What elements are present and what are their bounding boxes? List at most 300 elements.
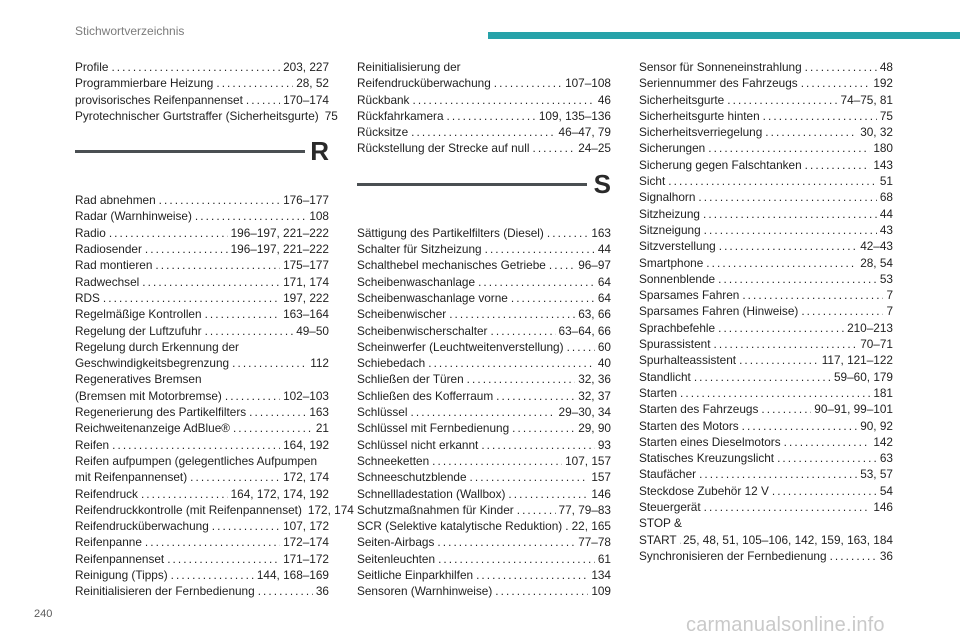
index-entry[interactable] bbox=[75, 108, 338, 124]
index-entry-term: Regenerierung des Partikelfilters bbox=[75, 405, 247, 420]
index-entry-term: Standlicht bbox=[639, 369, 691, 384]
index-entry-term-line: Reifen aufpumpen (gelegentliches Aufpumpen bbox=[75, 453, 318, 468]
index-entry-pages[interactable]: 146 bbox=[873, 500, 893, 515]
index-entry[interactable] bbox=[75, 551, 329, 567]
dot-leader bbox=[784, 434, 871, 450]
dot-leader bbox=[155, 257, 280, 273]
index-entry-pages[interactable]: 44 bbox=[879, 206, 893, 221]
index-entry[interactable] bbox=[357, 437, 611, 453]
index-entry-term: Regelung der Luftzufuhr bbox=[75, 323, 202, 338]
index-entry-pages[interactable]: 163–164 bbox=[283, 307, 329, 322]
index-entry-term: Sicherheitsverriegelung bbox=[639, 125, 763, 140]
index-entry-pages[interactable]: 109, 135–136 bbox=[538, 108, 611, 123]
index-entry-pages[interactable]: 196–197, 221–222 bbox=[230, 242, 329, 257]
index-entry-term: Reifen bbox=[75, 437, 110, 452]
index-entry-term: Schneeketten bbox=[357, 453, 430, 468]
index-entry[interactable] bbox=[357, 306, 611, 322]
index-entry-pages[interactable]: 175–177 bbox=[283, 258, 329, 273]
index-entry-pages[interactable]: 181 bbox=[873, 385, 893, 400]
index-entry-pages[interactable]: 171, 174 bbox=[283, 274, 329, 289]
index-entry[interactable] bbox=[639, 157, 893, 173]
index-entry-term: Sonnenblende bbox=[639, 271, 716, 286]
index-entry-term: Schnellladestation (Wallbox) bbox=[357, 486, 506, 501]
index-entry[interactable] bbox=[357, 583, 611, 599]
index-entry-term: Scheibenwaschanlage vorne bbox=[357, 290, 508, 305]
dot-leader bbox=[470, 469, 589, 485]
index-entry-term: Reifenpanne bbox=[75, 535, 142, 550]
index-entry-term: Schlüssel mit Fernbedienung bbox=[357, 421, 510, 436]
dot-leader bbox=[739, 352, 819, 368]
index-entry-term: Radar (Warnhinweise) bbox=[75, 209, 192, 224]
index-entry[interactable] bbox=[75, 241, 329, 257]
index-entry-term: Rückbank bbox=[357, 92, 410, 107]
index-entry-pages[interactable]: 24–25 bbox=[578, 141, 611, 156]
dot-leader bbox=[476, 567, 588, 583]
dot-leader bbox=[145, 534, 280, 550]
dot-leader bbox=[491, 323, 556, 339]
index-entry[interactable] bbox=[75, 59, 329, 75]
index-entry-term-line: Regelung durch Erkennung der bbox=[75, 339, 239, 354]
dot-leader bbox=[830, 548, 877, 564]
index-entry-pages[interactable]: 164, 172, 174, 192 bbox=[230, 486, 329, 501]
index-entry-pages[interactable]: 172, 174 bbox=[307, 502, 354, 517]
dot-leader bbox=[742, 287, 883, 303]
index-entry-term: Schneeschutzblende bbox=[357, 470, 467, 485]
index-entry-pages[interactable]: 53, 57 bbox=[860, 467, 893, 482]
dot-leader bbox=[805, 59, 877, 75]
index-entry-pages[interactable]: 63–64, 66 bbox=[558, 323, 611, 338]
dot-leader bbox=[205, 323, 294, 339]
index-entry-pages[interactable]: 42–43 bbox=[860, 239, 893, 254]
index-entry[interactable] bbox=[639, 92, 893, 108]
dot-leader bbox=[713, 336, 857, 352]
dot-leader bbox=[437, 534, 575, 550]
index-column-2 bbox=[357, 59, 611, 600]
index-entry-pages[interactable]: 146 bbox=[591, 486, 611, 501]
index-entry[interactable] bbox=[357, 108, 611, 124]
index-entry-pages[interactable]: 21 bbox=[315, 421, 329, 436]
dot-leader bbox=[801, 75, 871, 91]
index-entry-pages[interactable]: 48 bbox=[879, 60, 893, 74]
index-entry-term: Radiosender bbox=[75, 242, 142, 257]
index-entry-pages[interactable]: 192 bbox=[873, 76, 893, 91]
index-entry-term: Starten des Fahrzeugs bbox=[639, 402, 759, 417]
dot-leader bbox=[428, 355, 595, 371]
index-entry[interactable] bbox=[357, 486, 611, 502]
index-entry[interactable] bbox=[75, 518, 329, 534]
index-entry-pages[interactable]: 75 bbox=[879, 108, 893, 123]
index-entry-pages[interactable]: 61 bbox=[597, 551, 611, 566]
index-entry-term: Signalhorn bbox=[639, 190, 696, 205]
header-accent-bar bbox=[488, 32, 960, 39]
index-entry-pages[interactable]: 28, 52 bbox=[296, 76, 329, 91]
index-entry[interactable] bbox=[75, 486, 329, 502]
dot-leader bbox=[142, 274, 280, 290]
index-entry-term: Radwechsel bbox=[75, 274, 140, 289]
dot-leader bbox=[205, 306, 281, 322]
index-entry[interactable] bbox=[639, 320, 893, 336]
index-entry[interactable] bbox=[75, 583, 329, 599]
dot-leader bbox=[495, 583, 588, 599]
dot-leader bbox=[467, 371, 576, 387]
index-entry[interactable] bbox=[357, 355, 611, 371]
index-entry[interactable] bbox=[639, 418, 893, 434]
index-entry-term: Pyrotechnischer Gurtstraffer (Sicherheitsgurte) bbox=[75, 108, 319, 123]
index-entry-term: Spurassistent bbox=[639, 337, 711, 352]
index-entry[interactable] bbox=[75, 92, 329, 108]
index-entry[interactable] bbox=[639, 466, 893, 482]
index-entry-term: Schutzmaßnahmen für Kinder bbox=[357, 502, 514, 517]
index-entry-pages[interactable]: 107–108 bbox=[565, 76, 611, 91]
index-entry-pages[interactable]: 197, 222 bbox=[283, 290, 329, 305]
section-rule bbox=[75, 150, 305, 153]
index-entry-pages[interactable]: 25, 48, 51, 105–106, 142, 159, 163, 184 bbox=[683, 532, 893, 547]
index-entry[interactable] bbox=[357, 92, 611, 108]
dot-leader bbox=[547, 225, 588, 241]
index-entry[interactable] bbox=[639, 255, 893, 271]
index-entry[interactable] bbox=[357, 420, 611, 436]
index-entry-pages[interactable]: 172, 174 bbox=[283, 470, 329, 485]
index-entry[interactable] bbox=[357, 140, 611, 156]
index-entry-term: Schiebedach bbox=[357, 356, 426, 371]
index-entry[interactable] bbox=[75, 257, 329, 273]
index-entry[interactable] bbox=[75, 534, 329, 550]
index-entry[interactable] bbox=[75, 225, 329, 241]
index-entry-pages[interactable]: 96–97 bbox=[578, 258, 611, 273]
index-entry-pages[interactable]: 30, 32 bbox=[860, 125, 893, 140]
index-entry[interactable] bbox=[357, 371, 611, 387]
index-entry-term: Reinigung (Tipps) bbox=[75, 568, 168, 583]
index-entry-term: Sprachbefehle bbox=[639, 320, 716, 335]
index-entry-term: Starten des Motors bbox=[639, 418, 739, 433]
index-entry-pages[interactable]: 7 bbox=[886, 304, 893, 319]
index-entry[interactable] bbox=[639, 173, 893, 189]
index-entry[interactable] bbox=[75, 306, 329, 322]
index-entry[interactable] bbox=[75, 323, 329, 339]
index-entry-term: Sensor für Sonneneinstrahlung bbox=[639, 60, 802, 74]
dot-leader bbox=[742, 418, 858, 434]
index-entry-pages[interactable]: 172–174 bbox=[283, 535, 329, 550]
index-entry-pages[interactable]: 163 bbox=[591, 225, 611, 240]
index-entry-pages[interactable]: 63 bbox=[879, 451, 893, 466]
index-entry-pages[interactable]: 63, 66 bbox=[578, 307, 611, 322]
dot-leader bbox=[512, 420, 575, 436]
dot-leader bbox=[668, 173, 877, 189]
index-entry-pages[interactable]: 22, 165 bbox=[571, 519, 611, 534]
index-entry-pages[interactable]: 68 bbox=[879, 190, 893, 205]
dot-leader bbox=[481, 437, 595, 453]
index-entry[interactable] bbox=[357, 469, 611, 485]
dot-leader bbox=[411, 404, 556, 420]
index-entry-pages[interactable]: 90–91, 99–101 bbox=[814, 402, 893, 417]
index-entry-term: Rücksitze bbox=[357, 125, 409, 140]
index-entry-pages[interactable]: 53 bbox=[879, 271, 893, 286]
index-entry-pages[interactable]: 60 bbox=[597, 339, 611, 354]
index-entry[interactable] bbox=[639, 303, 893, 319]
index-entry[interactable] bbox=[357, 59, 611, 92]
section-rule bbox=[357, 183, 587, 186]
index-entry[interactable] bbox=[357, 274, 611, 290]
index-entry[interactable] bbox=[75, 192, 329, 208]
dot-leader bbox=[438, 551, 595, 567]
index-entry-pages[interactable]: 171–172 bbox=[283, 551, 329, 566]
dot-leader bbox=[109, 225, 228, 241]
index-entry-pages[interactable]: 46 bbox=[597, 92, 611, 107]
index-entry-term: Radio bbox=[75, 225, 106, 240]
dot-leader bbox=[704, 222, 877, 238]
index-entry[interactable] bbox=[639, 222, 893, 238]
index-entry-pages[interactable]: 64 bbox=[597, 274, 611, 289]
index-entry[interactable] bbox=[357, 225, 611, 241]
index-entry-pages[interactable]: 29, 90 bbox=[578, 421, 611, 436]
index-entry-term: Schließen der Türen bbox=[357, 372, 464, 387]
index-entry[interactable] bbox=[75, 502, 354, 518]
dot-leader bbox=[761, 401, 811, 417]
dot-leader bbox=[772, 483, 877, 499]
index-entry-pages[interactable]: 75 bbox=[324, 108, 338, 123]
dot-leader bbox=[708, 140, 870, 156]
index-entry[interactable] bbox=[639, 450, 893, 466]
index-entry-term: Schließen des Kofferraum bbox=[357, 388, 494, 403]
index-entry-pages[interactable]: 180 bbox=[873, 141, 893, 156]
index-entry[interactable] bbox=[639, 238, 893, 254]
index-entry-term: Reinitialisieren der Fernbedienung bbox=[75, 584, 255, 599]
dot-leader bbox=[195, 208, 306, 224]
index-entry-pages[interactable]: 102–103 bbox=[283, 388, 329, 403]
dot-leader bbox=[718, 320, 844, 336]
dot-leader bbox=[680, 385, 870, 401]
dot-leader bbox=[704, 499, 871, 515]
index-entry-pages[interactable]: 44 bbox=[597, 242, 611, 257]
dot-leader bbox=[801, 303, 883, 319]
index-entry[interactable] bbox=[639, 206, 893, 222]
index-entry-term: Reifendrucküberwachung bbox=[75, 519, 209, 534]
index-entry[interactable] bbox=[75, 453, 329, 486]
index-entry[interactable] bbox=[639, 548, 893, 564]
index-entry-pages[interactable]: 7 bbox=[886, 288, 893, 303]
index-entry-pages[interactable]: 203, 227 bbox=[283, 60, 329, 74]
index-entry-pages[interactable]: 77, 79–83 bbox=[558, 502, 611, 517]
index-entry[interactable] bbox=[75, 208, 329, 224]
index-column-1 bbox=[75, 59, 354, 600]
index-entry-pages[interactable]: 29–30, 34 bbox=[558, 405, 611, 420]
index-entry-term: Reichweitenanzeige AdBlue® bbox=[75, 421, 230, 436]
index-entry[interactable] bbox=[75, 339, 329, 372]
index-entry[interactable] bbox=[357, 290, 611, 306]
page-number: 240 bbox=[34, 608, 53, 620]
dot-leader bbox=[777, 450, 877, 466]
dot-leader bbox=[494, 75, 562, 91]
index-entry-pages[interactable]: 134 bbox=[591, 568, 611, 583]
index-entry-term: Schlüssel bbox=[357, 405, 408, 420]
index-entry-pages[interactable]: 164, 192 bbox=[283, 437, 329, 452]
index-entry[interactable] bbox=[357, 404, 611, 420]
index-entry[interactable] bbox=[357, 551, 611, 567]
index-entry[interactable] bbox=[357, 124, 611, 140]
index-entry-term: Sicherheitsgurte hinten bbox=[639, 108, 760, 123]
dot-leader bbox=[496, 388, 575, 404]
index-entry[interactable] bbox=[357, 453, 611, 469]
index-entry-term: RDS bbox=[75, 290, 100, 305]
index-entry-term: Profile bbox=[75, 60, 109, 74]
index-entry[interactable] bbox=[75, 371, 329, 404]
index-entry-pages[interactable]: 46–47, 79 bbox=[558, 125, 611, 140]
index-entry-pages[interactable]: 144, 168–169 bbox=[256, 568, 329, 583]
index-entry-pages[interactable]: 51 bbox=[879, 174, 893, 189]
dot-leader bbox=[706, 255, 857, 271]
index-entry[interactable] bbox=[639, 369, 893, 385]
index-entry-term: Smartphone bbox=[639, 255, 704, 270]
index-entry[interactable] bbox=[75, 437, 329, 453]
watermark: carmanualsonline.info bbox=[686, 614, 885, 636]
index-entry-term: Schalter für Sitzheizung bbox=[357, 242, 482, 257]
index-entry[interactable] bbox=[357, 323, 611, 339]
index-entry[interactable] bbox=[75, 75, 329, 91]
index-entry-term: (Bremsen mit Motorbremse) bbox=[75, 388, 222, 403]
index-entry[interactable] bbox=[639, 483, 893, 499]
index-entry[interactable] bbox=[357, 339, 611, 355]
dot-leader bbox=[763, 108, 877, 124]
index-entry-pages[interactable]: 107, 172 bbox=[283, 519, 329, 534]
dot-leader bbox=[159, 192, 280, 208]
index-entry-pages[interactable]: 43 bbox=[879, 222, 893, 237]
index-entry-pages[interactable]: 142 bbox=[873, 434, 893, 449]
index-entry-pages[interactable]: 170–174 bbox=[283, 92, 329, 107]
index-entry[interactable] bbox=[639, 515, 893, 548]
header-title: Stichwortverzeichnis bbox=[75, 24, 185, 38]
index-entry[interactable] bbox=[639, 108, 893, 124]
index-entry-term: Sättigung des Partikelfilters (Diesel) bbox=[357, 225, 544, 240]
index-entry[interactable] bbox=[75, 404, 329, 420]
index-entry-pages[interactable]: 40 bbox=[597, 356, 611, 371]
dot-leader bbox=[232, 355, 307, 371]
index-entry-pages[interactable]: 210–213 bbox=[847, 320, 893, 335]
index-entry-term: Scheibenwaschanlage bbox=[357, 274, 476, 289]
index-entry-term: Reifendruck bbox=[75, 486, 138, 501]
index-entry[interactable] bbox=[639, 124, 893, 140]
dot-leader bbox=[508, 486, 588, 502]
index-entry-term: Seriennummer des Fahrzeugs bbox=[639, 76, 798, 91]
index-entry[interactable] bbox=[639, 434, 893, 450]
index-entry-term: Scheibenwischerschalter bbox=[357, 323, 488, 338]
index-entry-term: Sitzheizung bbox=[639, 206, 700, 221]
index-entry[interactable] bbox=[639, 75, 893, 91]
dot-leader bbox=[141, 486, 228, 502]
index-entry[interactable] bbox=[639, 189, 893, 205]
dot-leader bbox=[565, 518, 568, 534]
section-letter: S bbox=[593, 168, 611, 199]
dot-leader bbox=[478, 274, 595, 290]
index-entry-pages[interactable]: 36 bbox=[879, 548, 893, 563]
index-entry-pages[interactable]: 32, 37 bbox=[578, 388, 611, 403]
dot-leader bbox=[805, 157, 871, 173]
index-entry-pages[interactable]: 163 bbox=[309, 405, 329, 420]
index-column-3 bbox=[639, 59, 893, 564]
index-entry-term: Sensoren (Warnhinweise) bbox=[357, 584, 493, 599]
index-entry-term: Reifendrucküberwachung bbox=[357, 76, 491, 91]
index-entry-pages[interactable]: 49–50 bbox=[296, 323, 329, 338]
index-entry[interactable] bbox=[639, 499, 893, 515]
index-entry-term: Spurhalteassistent bbox=[639, 353, 737, 368]
index-entry[interactable] bbox=[75, 567, 329, 583]
index-entry[interactable] bbox=[639, 352, 893, 368]
index-entry[interactable] bbox=[357, 567, 611, 583]
index-entry[interactable] bbox=[75, 420, 329, 436]
index-entry-term: Schalthebel mechanisches Getriebe bbox=[357, 258, 546, 273]
index-entry-term: Sicherheitsgurte bbox=[639, 92, 725, 107]
index-entry-term: Schlüssel nicht erkannt bbox=[357, 437, 479, 452]
dot-leader bbox=[449, 306, 575, 322]
index-entry-pages[interactable]: 74–75, 81 bbox=[840, 92, 893, 107]
dot-leader bbox=[447, 108, 536, 124]
index-entry-pages[interactable]: 90, 92 bbox=[860, 418, 893, 433]
index-entry[interactable] bbox=[357, 241, 611, 257]
index-entry[interactable] bbox=[639, 336, 893, 352]
index-entry-term-line: Regeneratives Bremsen bbox=[75, 372, 202, 387]
index-entry-term: Starten bbox=[639, 385, 678, 400]
dot-leader bbox=[567, 339, 595, 355]
index-entry-term: Geschwindigkeitsbegrenzung bbox=[75, 356, 230, 371]
index-entry-term: provisorisches Reifenpannenset bbox=[75, 92, 243, 107]
dot-leader bbox=[718, 271, 877, 287]
index-entry-term-line: STOP & bbox=[639, 516, 682, 531]
dot-leader bbox=[411, 124, 555, 140]
index-entry-pages[interactable]: 109 bbox=[591, 584, 611, 599]
index-entry[interactable] bbox=[639, 59, 893, 75]
index-entry[interactable] bbox=[639, 385, 893, 401]
index-entry-term: Sitzverstellung bbox=[639, 239, 716, 254]
index-entry-pages[interactable]: 32, 36 bbox=[578, 372, 611, 387]
index-entry-pages[interactable]: 77–78 bbox=[578, 535, 611, 550]
index-entry-pages[interactable]: 54 bbox=[879, 483, 893, 498]
index-entry[interactable] bbox=[357, 518, 611, 534]
index-entry-pages[interactable]: 59–60, 179 bbox=[833, 369, 893, 384]
index-entry[interactable] bbox=[357, 257, 611, 273]
index-entry-pages[interactable]: 93 bbox=[597, 437, 611, 452]
dot-leader bbox=[432, 453, 562, 469]
index-entry-pages[interactable]: 70–71 bbox=[860, 337, 893, 352]
index-entry-pages[interactable]: 36 bbox=[315, 584, 329, 599]
index-entry-pages[interactable]: 196–197, 221–222 bbox=[230, 225, 329, 240]
dot-leader bbox=[485, 241, 595, 257]
index-entry-term: Staufächer bbox=[639, 467, 697, 482]
index-entry-pages[interactable]: 176–177 bbox=[283, 193, 329, 208]
index-entry-pages[interactable]: 112 bbox=[310, 356, 329, 371]
index-entry[interactable] bbox=[357, 534, 611, 550]
dot-leader bbox=[167, 551, 280, 567]
index-entry-term: Seitenleuchten bbox=[357, 551, 436, 566]
index-entry-pages[interactable]: 143 bbox=[873, 157, 893, 172]
dot-leader bbox=[171, 567, 254, 583]
index-entry-term: SCR (Selektive katalytische Reduktion) bbox=[357, 519, 563, 534]
index-entry[interactable] bbox=[357, 502, 611, 518]
index-entry-pages[interactable]: 107, 157 bbox=[565, 453, 611, 468]
index-entry-pages[interactable]: 108 bbox=[309, 209, 329, 224]
index-entry[interactable] bbox=[75, 274, 329, 290]
index-entry[interactable] bbox=[639, 401, 893, 417]
index-entry-term: START bbox=[639, 532, 677, 547]
dot-leader bbox=[111, 59, 280, 75]
index-entry[interactable] bbox=[75, 290, 329, 306]
index-entry[interactable] bbox=[639, 287, 893, 303]
index-entry[interactable] bbox=[357, 388, 611, 404]
index-entry[interactable] bbox=[639, 271, 893, 287]
index-entry-pages[interactable]: 117, 121–122 bbox=[821, 353, 893, 368]
index-entry-pages[interactable]: 28, 54 bbox=[860, 255, 893, 270]
index-entry-pages[interactable]: 64 bbox=[597, 290, 611, 305]
index-entry[interactable] bbox=[639, 140, 893, 156]
index-entry-pages[interactable]: 157 bbox=[591, 470, 611, 485]
